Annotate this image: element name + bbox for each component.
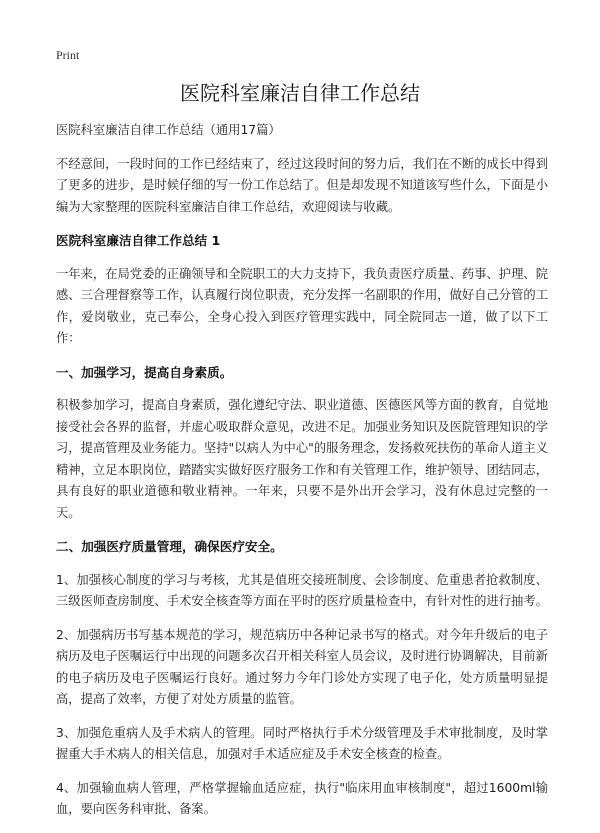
print-link[interactable]: Print bbox=[56, 48, 80, 62]
intro-paragraph: 不经意间，一段时间的工作已经结束了，经过这段时间的努力后，我们在不断的成长中得到了更多的进步，是时候仔细的写一份工作总结了。但是却发现不知道该写些什么，下面是小编为大家整理的医院科室廉洁自律工作总结，欢迎阅读与收藏。 bbox=[56, 156, 548, 214]
quality-item-4: 4、加强输血病人管理，严格掌握输血适应症，执行"临床用血审核制度"，超过1600ml输血，要向医务科审批、备案。 bbox=[56, 780, 548, 816]
quality-item-1: 1、加强核心制度的学习与考核，尤其是值班交接班制度、会诊制度、危重患者抢救制度、三级医师查房制度、手术安全核查等方面在平时的医疗质量检查中，有针对性的进行抽考。 bbox=[56, 572, 548, 608]
quality-item-3: 3、加强危重病人及手术病人的管理。同时严格执行手术分级管理及手术审批制度，及时掌握重大手术病人的相关信息，加强对手术适应症及手术安全核查的检查。 bbox=[56, 725, 548, 761]
study-paragraph: 积极参加学习，提高自身素质，强化遵纪守法、职业道德、医德医风等方面的教育，自觉地接受社会各界的监督，并虚心吸取群众意见，改进不足。加强业务知识及医院管理知识的学习，提高管理及业务能力。坚持"以病人为中心"的服务理念，发扬救死扶伤的革命人道主义精神，立足本职岗位，踏踏实实做好医疗服务工作和有关管理工作，维护领导、团结同志，具有良好的职业道德和敬业精神。一年来，只要不是外出开会学习，没有休息过完整的一天。 bbox=[56, 398, 548, 520]
heading-quality: 二、加强医疗质量管理，确保医疗安全。 bbox=[56, 539, 283, 554]
quality-item-2: 2、加强病历书写基本规范的学习，规范病历中各种记录书写的格式。对今年升级后的电子病历及电子医嘱运行中出现的问题多次召开相关科室人员会议，及时进行协调解决，目前新的电子病历及电子医嘱运行良好。通过努力今年门诊处方实现了电子化，处方质量明显提高，提高了效率，方便了对处方质量的监管。 bbox=[56, 627, 548, 706]
section-intro-paragraph: 一年来，在局党委的正确领导和全院职工的大力支持下，我负责医疗质量、药事、护理、院感、三合理督察等工作，认真履行岗位职责，充分发挥一名副职的作用，做好自己分管的工作，爱岗敬业，克己奉公，全身心投入到医疗管理实践中，同全院同志一道，做了以下工作： bbox=[56, 266, 548, 345]
document-body bbox=[56, 120, 548, 833]
heading-study: 一、加强学习，提高自身素质。 bbox=[56, 364, 233, 380]
document-title: 医院科室廉洁自律工作总结 bbox=[180, 81, 420, 105]
section-heading: 医院科室廉洁自律工作总结 1 bbox=[56, 233, 221, 248]
document-subtitle: 医院科室廉洁自律工作总结（通用17篇） bbox=[56, 123, 281, 137]
